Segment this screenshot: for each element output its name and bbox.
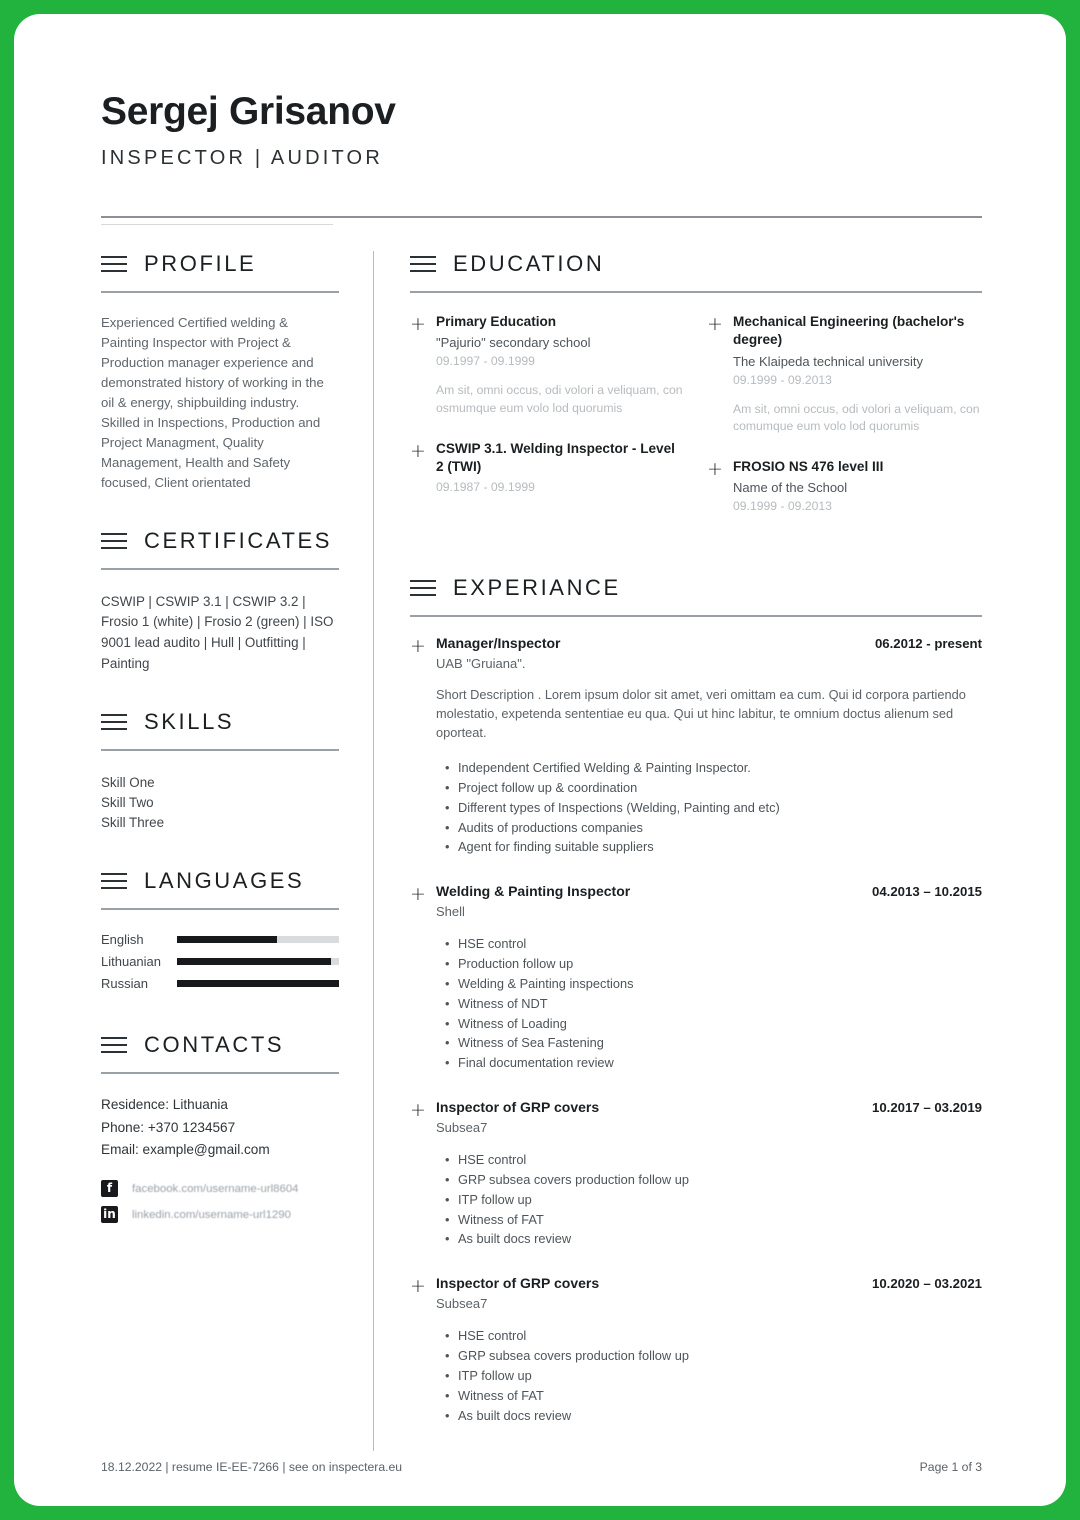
list-item: • HSE control	[458, 1150, 982, 1170]
footer-meta: 18.12.2022 | resume IE-EE-7266 | see on inspectera.eu	[101, 1460, 403, 1474]
education-column-right	[707, 313, 982, 535]
experience-entry-date: 10.2017 – 03.2019	[871, 1100, 982, 1116]
experience-entry	[410, 1275, 982, 1425]
experience-entry-body	[436, 1275, 982, 1425]
education-column-left	[410, 313, 685, 535]
menu-icon	[101, 256, 127, 272]
resume-body	[14, 225, 1066, 1451]
experience-entry-bullets	[436, 758, 982, 857]
profile-title: PROFILE	[144, 250, 257, 276]
page-number: Page 1 of 3	[919, 1460, 982, 1474]
education-entry-dates: 09.1999 - 09.2013	[733, 372, 832, 387]
list-item: • Independent Certified Welding & Painting Inspector.	[458, 758, 982, 778]
certificates-title: CERTIFICATES	[144, 527, 333, 553]
plus-icon[interactable]: +	[707, 458, 723, 480]
experience-entry-header	[436, 883, 982, 899]
languages-title: LANGUAGES	[144, 867, 305, 893]
experience-title: EXPERIANCE	[453, 575, 621, 601]
profile-text: Experienced Certified welding & Painting Inspector with Project & Production manager experience and demonstrated history of working in the oil & energy, shipbuilding industry. Skilled in Inspections, Production and Project Managment, Quality Management, Health and Safety focused, Client orientated	[101, 314, 324, 491]
education-entry	[410, 313, 685, 418]
section-education	[410, 251, 982, 535]
section-skills	[101, 709, 339, 834]
language-level-fill	[177, 936, 277, 943]
section-certificates	[101, 528, 339, 675]
language-level-bar	[177, 980, 339, 987]
sidebar-column	[101, 251, 339, 1451]
experience-entry-bullets	[436, 1150, 982, 1249]
resume-header	[14, 14, 1066, 170]
experience-entry-company: Subsea7	[436, 1120, 488, 1136]
education-title: EDUCATION	[453, 250, 605, 276]
list-item	[101, 932, 339, 947]
candidate-name: Sergej Grisanov	[101, 90, 396, 133]
education-entry-title: FROSIO NS 476 level III	[733, 459, 884, 474]
experience-entry	[410, 635, 982, 857]
plus-icon[interactable]: +	[410, 1275, 426, 1298]
experience-entry-body	[436, 1099, 982, 1249]
experience-entry	[410, 883, 982, 1073]
menu-icon	[101, 873, 127, 889]
experience-entry-title: Inspector of GRP covers	[436, 1275, 600, 1292]
experience-entry	[410, 1099, 982, 1249]
experience-entry-title: Inspector of GRP covers	[436, 1099, 600, 1116]
list-item: • Agent for finding suitable suppliers	[458, 837, 982, 857]
linkedin-icon: in	[101, 1206, 118, 1223]
languages-heading	[101, 868, 339, 894]
residence-value: Residence: Lithuania	[101, 1096, 228, 1112]
education-entry-desc: Am sit, omni occus, odi volori a veliquam, con osmumque eum volo lod quorumis	[436, 383, 683, 415]
education-grid	[410, 313, 982, 535]
experience-entry-company: UAB "Gruiana".	[436, 656, 526, 672]
menu-icon	[101, 714, 127, 730]
education-entry-title: CSWIP 3.1. Welding Inspector - Level 2 (TWI)	[436, 440, 675, 474]
list-item: • As built docs review	[458, 1406, 982, 1426]
education-entry-body	[436, 440, 685, 495]
experience-entry-date: 10.2020 – 03.2021	[871, 1276, 982, 1292]
education-entry-body	[436, 313, 685, 418]
experience-entry-body	[436, 635, 982, 857]
language-label: Russian	[101, 975, 148, 991]
list-item	[101, 954, 339, 969]
education-entry-school: The Klaipeda technical university	[733, 353, 924, 369]
language-level-fill	[177, 980, 339, 987]
language-level-fill	[177, 958, 331, 965]
section-profile	[101, 251, 339, 494]
section-rule	[101, 291, 339, 293]
experience-entry-bullets	[436, 934, 982, 1073]
education-entry	[707, 313, 982, 436]
section-rule	[101, 1072, 339, 1074]
menu-icon	[101, 533, 127, 549]
section-rule	[101, 568, 339, 570]
contacts-heading	[101, 1032, 339, 1058]
list-item: • Witness of FAT	[458, 1210, 982, 1230]
spacer	[101, 494, 339, 528]
list-item: • Production follow up	[458, 954, 982, 974]
list-item: Skill One	[101, 774, 155, 790]
education-entry-title: Mechanical Engineering (bachelor's degree)	[733, 313, 965, 348]
spacer	[410, 617, 982, 635]
contacts-title: CONTACTS	[144, 1031, 285, 1057]
language-label: Lithuanian	[101, 953, 161, 969]
list-item: • As built docs review	[458, 1229, 982, 1249]
experience-entry-company: Subsea7	[436, 1296, 488, 1312]
list-item: Skill Three	[101, 815, 165, 831]
contacts-list	[101, 1094, 339, 1162]
list-item: • Final documentation review	[458, 1053, 982, 1073]
list-item: • HSE control	[458, 1326, 982, 1346]
list-item: • Project follow up & coordination	[458, 778, 982, 798]
education-entry-desc: Am sit, omni occus, odi volori a veliquam, con comumque eum volo lod quorumis	[733, 401, 980, 434]
education-entry-school: "Pajurio" secondary school	[436, 335, 591, 351]
section-experience	[410, 575, 982, 1425]
list-item: • Witness of FAT	[458, 1386, 982, 1406]
plus-icon[interactable]: +	[410, 312, 426, 335]
list-item: • Welding & Painting inspections	[458, 974, 982, 994]
phone-value[interactable]: Phone: +370 1234567	[101, 1119, 236, 1135]
education-entry	[410, 440, 685, 495]
language-level-bar	[177, 958, 339, 965]
list-item: • Audits of productions companies	[458, 818, 982, 838]
skills-title: SKILLS	[144, 708, 235, 734]
spacer	[101, 998, 339, 1032]
section-contacts	[101, 1032, 339, 1223]
social-links	[101, 1180, 339, 1223]
spacer	[101, 834, 339, 868]
social-link-facebook[interactable]	[101, 1180, 339, 1197]
list-item: • ITP follow up	[458, 1190, 982, 1210]
education-entry-title: Primary Education	[436, 313, 557, 329]
spacer	[410, 535, 982, 575]
skills-list	[101, 773, 339, 834]
section-rule	[410, 291, 982, 293]
experience-entry-date: 06.2012 - present	[874, 636, 982, 652]
education-entry-body	[733, 313, 982, 436]
experience-entry-header	[436, 1275, 982, 1291]
profile-heading	[101, 251, 339, 277]
list-item: • HSE control	[458, 934, 982, 954]
facebook-url: facebook.com/username-url8604	[132, 1182, 299, 1195]
experience-heading	[410, 575, 982, 601]
list-item: • GRP subsea covers production follow up	[458, 1346, 982, 1366]
experience-entry-body	[436, 883, 982, 1073]
menu-icon	[101, 1037, 127, 1053]
section-languages	[101, 868, 339, 991]
education-entry	[707, 458, 982, 513]
list-item: Skill Two	[101, 794, 154, 810]
linkedin-url: linkedin.com/username-url1290	[132, 1208, 291, 1221]
experience-entry-company: Shell	[436, 904, 465, 920]
education-entry-body	[733, 458, 982, 513]
experience-entry-desc: Short Description . Lorem ipsum dolor sit amet, veri omittam ea cum. Qui id corpora partiendo molestatio, expetenda sententiae eu qua. Qui ut hinc labitur, te omnium doctus alienum sed oporteat.	[436, 687, 966, 741]
language-level-bar	[177, 936, 339, 943]
plus-icon[interactable]: +	[410, 1099, 426, 1122]
resume-page	[14, 14, 1066, 1506]
plus-icon[interactable]: +	[410, 439, 426, 462]
main-column	[410, 251, 982, 1451]
education-heading	[410, 251, 982, 277]
plus-icon[interactable]: +	[410, 883, 426, 906]
list-item: • Different types of Inspections (Welding, Painting and etc)	[458, 798, 982, 818]
list-item: • Witness of Sea Fastening	[458, 1033, 982, 1053]
list-item: • GRP subsea covers production follow up	[458, 1170, 982, 1190]
language-label: English	[101, 931, 144, 947]
education-entry-school: Name of the School	[733, 480, 848, 496]
experience-entry-title: Manager/Inspector	[436, 635, 561, 652]
list-item	[101, 976, 339, 991]
experience-entry-header	[436, 1099, 982, 1115]
spacer	[101, 675, 339, 709]
skills-heading	[101, 709, 339, 735]
experience-entry-date: 04.2013 – 10.2015	[871, 884, 982, 900]
experience-entry-header	[436, 635, 982, 651]
section-rule	[101, 749, 339, 751]
plus-icon[interactable]: +	[707, 312, 723, 335]
email-value[interactable]: Email: example@gmail.com	[101, 1142, 270, 1158]
experience-entry-title: Welding & Painting Inspector	[436, 883, 631, 900]
page-footer	[101, 1460, 982, 1474]
list-item: • ITP follow up	[458, 1366, 982, 1386]
section-rule	[101, 908, 339, 910]
menu-icon	[410, 256, 436, 272]
candidate-role: INSPECTOR | AUDITOR	[101, 146, 383, 169]
plus-icon[interactable]: +	[410, 635, 426, 658]
education-entry-dates: 09.1987 - 09.1999	[436, 480, 535, 495]
list-item: • Witness of NDT	[458, 994, 982, 1014]
certificates-text: CSWIP | CSWIP 3.1 | CSWIP 3.2 | Frosio 1 (white) | Frosio 2 (green) | ISO 9001 lead audito | Hull | Outfitting | Painting	[101, 593, 334, 671]
education-entry-dates: 09.1997 - 09.1999	[436, 354, 535, 369]
certificates-heading	[101, 528, 339, 554]
facebook-icon: f	[101, 1180, 118, 1197]
languages-list	[101, 932, 339, 991]
column-divider	[373, 251, 374, 1451]
experience-entry-bullets	[436, 1326, 982, 1425]
header-divider	[101, 216, 982, 218]
social-link-linkedin[interactable]	[101, 1206, 339, 1223]
education-entry-dates: 09.1999 - 09.2013	[733, 499, 832, 514]
menu-icon	[410, 580, 436, 596]
list-item: • Witness of Loading	[458, 1014, 982, 1034]
